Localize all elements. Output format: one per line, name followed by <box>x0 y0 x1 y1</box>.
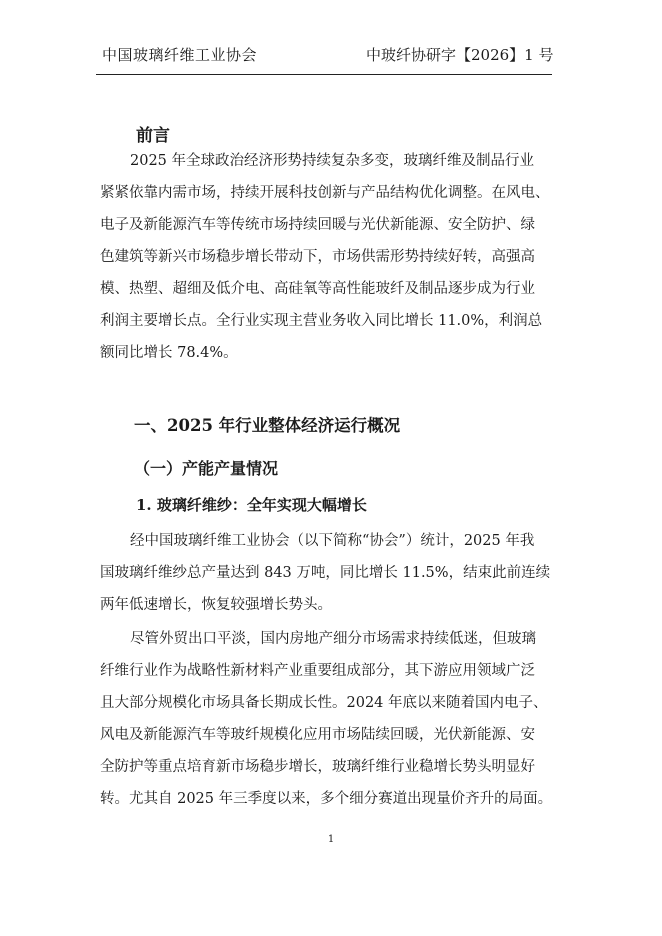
preface-line: 额同比增长 78.4%。 <box>100 345 238 361</box>
preface-line: 紧紧依靠内需市场，持续开展科技创新与产品结构优化调整。在风电、 <box>100 185 550 201</box>
body-line: 经中国玻璃纤维工业协会（以下简称“协会”）统计，2025 年我 <box>130 533 535 549</box>
yarn-paragraph-2 <box>100 623 564 815</box>
body-line: 纤维行业作为战略性新材料产业重要组成部分，其下游应用领域广泛 <box>100 663 535 679</box>
page-header-org: 中国玻璃纤维工业协会 <box>102 46 258 64</box>
body-line: 全防护等重点培育新市场稳步增长，玻璃纤维行业稳增长势头明显好 <box>100 759 535 775</box>
body-line: 国玻璃纤维纱总产量达到 843 万吨，同比增长 11.5%，结束此前连续 <box>100 565 551 581</box>
body-line: 风电及新能源汽车等玻纤规模化应用市场陆续回暖，光伏新能源、安 <box>100 727 535 743</box>
subsection-heading-capacity: （一）产能产量情况 <box>134 459 279 478</box>
section-heading-overview: 一、2025 年行业整体经济运行概况 <box>134 416 401 435</box>
body-line: 转。尤其自 2025 年三季度以来，多个细分赛道出现量价齐升的局面。 <box>100 791 553 807</box>
body-line: 两年低速增长，恢复较强增长势头。 <box>100 597 332 613</box>
preface-line: 模、热塑、超细及低介电、高硅氧等高性能玻纤及制品逐步成为行业 <box>100 281 535 297</box>
page-header-doc-number: 中玻纤协研字【2026】1 号 <box>366 46 554 64</box>
preface-line: 色建筑等新兴市场稳步增长带动下，市场供需形势持续好转，高强高 <box>100 249 535 265</box>
preface-line: 利润主要增长点。全行业实现主营业务收入同比增长 11.0%，利润总 <box>100 313 543 329</box>
preface-paragraph <box>100 145 564 369</box>
body-line: 尽管外贸出口平淡，国内房地产细分市场需求持续低迷，但玻璃 <box>130 631 536 647</box>
preface-heading: 前言 <box>136 126 170 146</box>
item-heading-glass-fiber-yarn: 1. 玻璃纤维纱：全年实现大幅增长 <box>136 496 367 514</box>
body-line: 且大部分规模化市场具备长期成长性。2024 年底以来随着国内电子、 <box>100 695 548 711</box>
header-divider <box>96 74 552 75</box>
preface-line: 电子及新能源汽车等传统市场持续回暖与光伏新能源、安全防护、绿 <box>100 217 535 233</box>
preface-line: 2025 年全球政治经济形势持续复杂多变，玻璃纤维及制品行业 <box>130 153 535 169</box>
page-number: 1 <box>327 834 335 845</box>
yarn-paragraph-1 <box>100 525 564 621</box>
